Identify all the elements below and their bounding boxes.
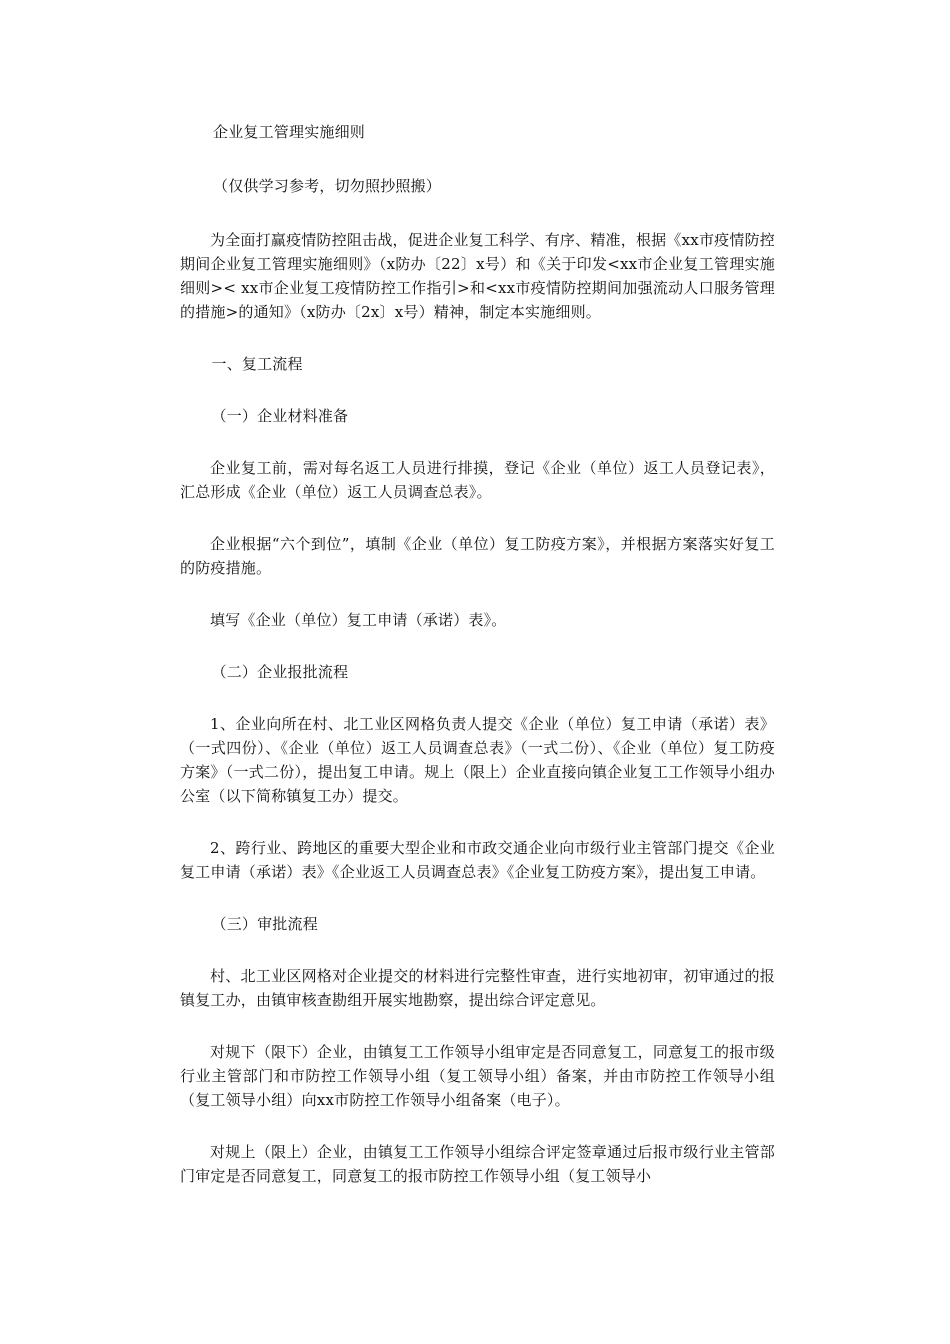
paragraph-materials-2: 企业根据“六个到位”，填制《企业（单位）复工防疫方案》，并根据方案落实好复工的防疫措施。	[180, 535, 775, 577]
subsection-heading-1-1: （一）企业材料准备	[211, 407, 349, 425]
paragraph-materials-1: 企业复工前，需对每名返工人员进行排摸，登记《企业（单位）返工人员登记表》，汇总形成《企业（单位）返工人员调查总表》。	[180, 459, 775, 501]
paragraph-approval-2: 对规下（限下）企业，由镇复工工作领导小组审定是否同意复工，同意复工的报市级行业主管部门和市防控工作领导小组（复工领导小组）备案，并由市防控工作领导小组（复工领导小组）向xx市防控工作领导小组备案（电子）。	[180, 1043, 775, 1109]
document-title: 企业复工管理实施细则	[213, 123, 366, 141]
intro-paragraph: 为全面打赢疫情防控阻击战，促进企业复工科学、有序、精准，根据《xx市疫情防控期间企业复工管理实施细则》（x防办〔22〕x号）和《关于印发<xx市企业复工管理实施细则>< xx市企业复工疫情防控工作指引>和<xx市疫情防控期间加强流动人口服务管理的措施>的通知》（x防办〔2x〕x号）精神，制定本实施细则。	[180, 231, 775, 321]
document-content	[180, 120, 775, 1216]
paragraph-report-2: 2、跨行业、跨地区的重要大型企业和市政交通企业向市级行业主管部门提交《企业复工申请（承诺）表》《企业返工人员调查总表》《企业复工防疫方案》，提出复工申请。	[180, 839, 775, 881]
paragraph-materials-3: 填写《企业（单位）复工申请（承诺）表》。	[210, 611, 507, 629]
paragraph-report-1: 1、企业向所在村、北工业区网格负责人提交《企业（单位）复工申请（承诺）表》（一式四份）、《企业（单位）返工人员调查总表》（一式二份）、《企业（单位）复工防疫方案》（一式二份），提出复工申请。规上（限上）企业直接向镇企业复工工作领导小组办公室（以下简称镇复工办）提交。	[180, 715, 775, 805]
paragraph-approval-1: 村、北工业区网格对企业提交的材料进行完整性审查，进行实地初审，初审通过的报镇复工办，由镇审核查勘组开展实地勘察，提出综合评定意见。	[180, 967, 775, 1009]
subsection-heading-1-3: （三）审批流程	[211, 915, 318, 933]
subsection-heading-1-2: （二）企业报批流程	[211, 663, 349, 681]
document-subtitle: （仅供学习参考，切勿照抄照搬）	[213, 177, 442, 195]
section-heading-1: 一、复工流程	[211, 355, 303, 373]
paragraph-approval-3: 对规上（限上）企业，由镇复工工作领导小组综合评定签章通过后报市级行业主管部门审定是否同意复工，同意复工的报市防控工作领导小组（复工领导小	[180, 1143, 775, 1185]
